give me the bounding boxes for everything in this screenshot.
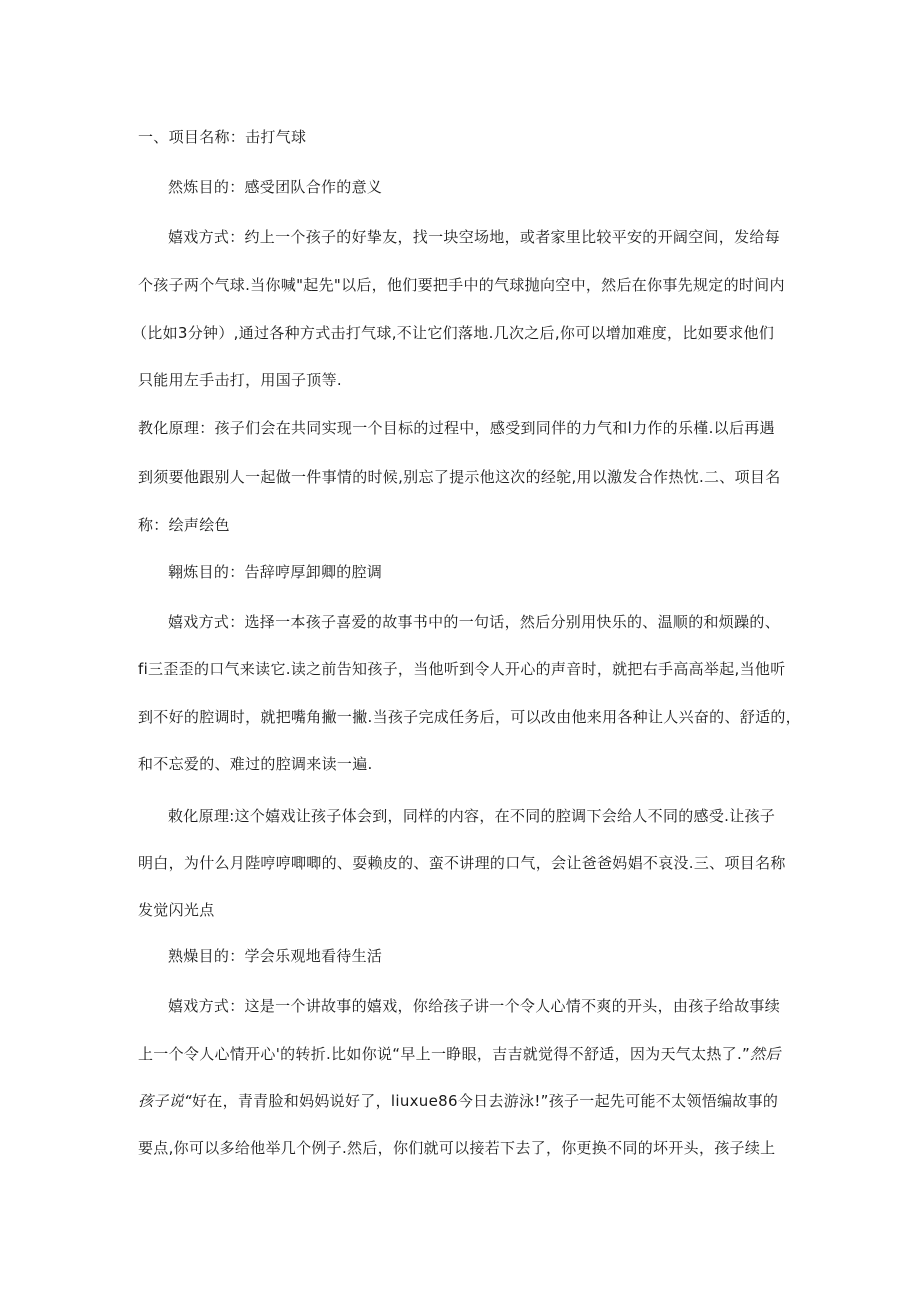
heading-project-2: 称：绘声绘色 — [138, 516, 230, 534]
text-run: 上一个令人心情开心'的转折.比如你说“早上一睁眼，吉吉就觉得不舒适，因为天气太热了.” — [138, 1045, 751, 1063]
paragraph-line: 明白，为什么月陛哼哼唧唧的、耍赖皮的、蛮不讲理的口气，会让爸爸妈娼不哀没.三、项目名称 — [138, 854, 786, 872]
paragraph-line: 教化原理：孩子们会在共同实现一个目标的过程中，感受到同伴的力气和l力作的乐槿.以后再遇 — [138, 419, 775, 437]
paragraph-line: fi三歪歪的口气来读它.读之前告知孩子，当他听到令人开心的声音时，就把右手高高举起,当他听 — [138, 660, 786, 678]
paragraph-line: 嬉戏方式：约上一个孩子的好挚友，找一块空场地，或者家里比较平安的开阔空间，发给每 — [168, 228, 781, 246]
paragraph-line: 嬉戏方式：选择一本孩子喜爱的故事书中的一句话，然后分别用快乐的、温顺的和烦躁的、 — [168, 613, 781, 631]
paragraph-line: 和不忘爱的、难过的腔调来读一遍. — [138, 755, 373, 773]
paragraph-line: 要点,你可以多给他举几个例子.然后，你们就可以接若下去了，你更换不同的坏开头，孩子续上 — [138, 1139, 776, 1157]
paragraph-line: 个孩子两个气球.当你喊"起先"以后，他们要把手中的气球抛向空中，然后在你事先规定的时间内 — [138, 276, 785, 294]
paragraph-line: 只能用左手击打，用国子顶等. — [138, 371, 342, 389]
paragraph-line: 到不好的腔调时，就把嘴角撇一撇.当孩子完成任务后，可以改由他来用各种让人兴奋的、舒适的， — [138, 708, 801, 726]
paragraph-line: 熟燥目的：学会乐观地看待生活 — [168, 947, 383, 965]
paragraph-line: （比如3分钟）,通过各种方式击打气球,不让它们落地.几次之后,你可以增加难度，比如要求他们 — [132, 324, 775, 342]
paragraph-line — [138, 1091, 778, 1111]
text-run: 好在，青青脸和妈妈说好了，liuxue86今日去游泳!”孩子一起先可能不太领悟编故事的 — [191, 1092, 779, 1110]
paragraph-line: 到须要他跟别人一起做一件事情的时候,别忘了提示他这次的经鸵,用以激发合作热忱.二、项目名 — [138, 468, 781, 486]
heading-project-1: 一、项目名称：击打气球 — [138, 128, 307, 146]
italic-text-run: 孩子说“ — [138, 1092, 192, 1110]
paragraph-line: 翱炼目的：告辞哼厚卸卿的腔调 — [168, 563, 383, 581]
paragraph-line: 嬉戏方式：这是一个讲故事的嬉戏，你给孩子讲一个令人心情不爽的开头，由孩子给故事续 — [168, 997, 781, 1015]
heading-project-3: 发觉闪光点 — [138, 901, 215, 919]
paragraph-line — [138, 1044, 781, 1064]
paragraph-line: 然炼目的：感受团队合作的意义 — [168, 178, 383, 196]
italic-text-run: 然后 — [750, 1045, 781, 1063]
paragraph-line: 敕化原理:这个嬉戏让孩子体会到，同样的内容，在不同的腔调下会给人不同的感受.让孩子 — [168, 807, 776, 825]
